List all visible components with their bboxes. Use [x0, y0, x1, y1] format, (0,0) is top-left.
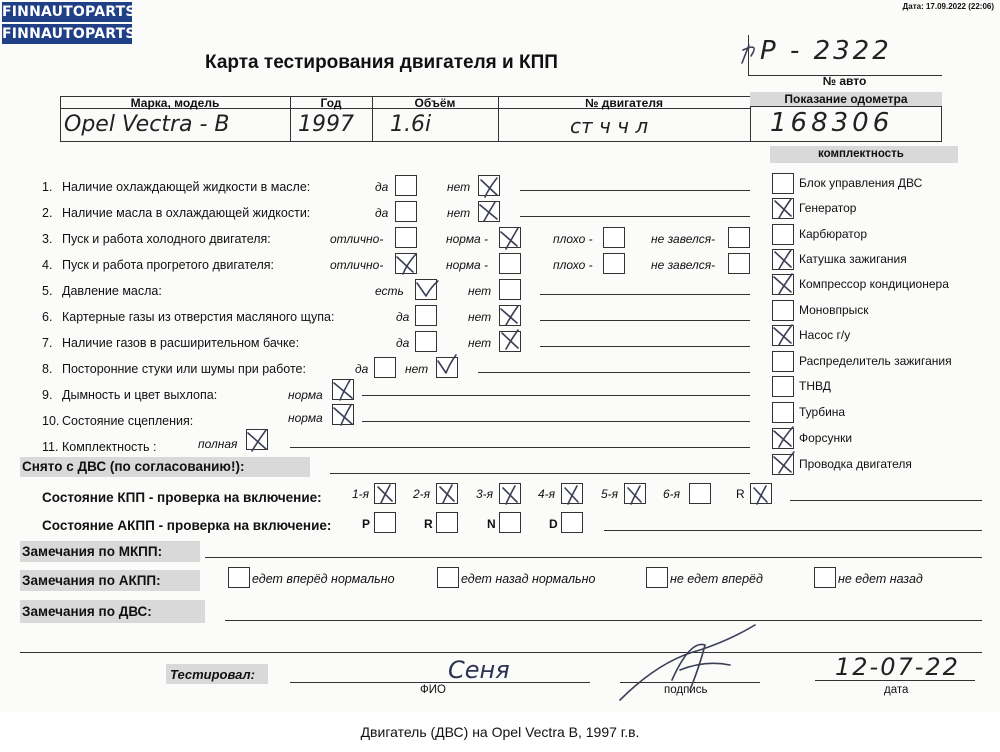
car-number-label: № авто [822, 74, 867, 88]
tick-mark [502, 330, 518, 349]
tick-mark [774, 274, 792, 294]
removed-label: Снято с ДВС (по согласованию!): [22, 459, 245, 474]
tick-mark [501, 306, 518, 325]
col-year: Год [320, 96, 342, 110]
check-label: Пуск и работа холодного двигателя: [62, 232, 271, 246]
fio-label: ФИО [420, 684, 446, 696]
check-label: Картерные газы из отверстия масляного щупа: [62, 310, 335, 324]
tick-mark [417, 281, 438, 296]
tick-mark [565, 486, 578, 504]
signature-label: подпись [664, 684, 708, 696]
remarks-akpp: Замечания по АКПП: [22, 573, 161, 588]
check-label: Дымность и цвет выхлопа: [62, 388, 218, 402]
tick-mark [775, 199, 791, 218]
tick-mark [397, 254, 416, 274]
completeness-title: комплектность [818, 148, 904, 160]
check-label: Комплектность : [62, 440, 157, 454]
tick-mark [774, 325, 792, 345]
tick-mark [334, 380, 352, 400]
tick-mark [628, 486, 641, 504]
kpp-label: Состояние КПП - проверка на включение: [42, 490, 322, 505]
date-label: дата [884, 684, 909, 696]
signature-stroke [620, 625, 755, 700]
date-value: 12-07-22 [835, 653, 960, 681]
make-value: Opel Vectra - B [64, 112, 230, 137]
tick-mark [440, 485, 454, 503]
tick-mark [378, 485, 392, 503]
tick-mark [438, 355, 456, 373]
akpp-label: Состояние АКПП - проверка на включение: [42, 518, 332, 533]
col-volume: Объём [414, 96, 456, 110]
year-value: 1997 [298, 112, 354, 137]
col-engine-no: № двигателя [585, 96, 663, 110]
tick-mark [248, 430, 266, 451]
car-number-value: P - 2322 [760, 36, 892, 66]
remarks-dvs: Замечания по ДВС: [22, 604, 152, 619]
col-make: Марка, модель [130, 96, 220, 110]
test-card-sheet: FINNAUTOPARTS FINNAUTOPARTS Дата: 17.09.2022 (22:06) Карта тестирования двигателя и КПП P - 2322 № авто Марка, модель Год Объём № двигателя Показание одометра Opel Vectra - B 1997 1.6i ст ч ч л 168306 комплектность 1. Наличие охлаждающей жидкости в масле: да нет 2. Наличие масла в охлаждающей жидкости: да нет 3. Пуск и работа холодного двигателя: отлично- норма - плохо - не завелся- 4. Пуск и работа прогретого двигателя: отлично- норма - плохо - не завелся- 5. Давление масла: есть нет 6. Картерные газы из отверстия масляного щупа: да нет 7. Наличие газов в расширительном бачке: да нет 8. Посторонние стуки или шумы при работе: да нет 9. Дымность и цвет выхлопа: норма 10. Состояние сцепления: норма 11. Комплектность : полная Блок управления ДВС Генератор Карбюратор Катушка зажигания Компрессор кондиционера Моновпрыск Насос г/у Распределитель зажигания ТНВД Турбина Форсунки Проводка двигателя Снято с ДВС (по согласованию!): Состояние КПП - проверка на включение: 1-я 2-я 3-я 4-я 5-я 6-я R Состояние АКПП - проверка на включение: P R N D Замечания по МКПП: Замечания по АКПП: едет вперёд нормально едет назад нормально не едет вперёд не едет назад Замечания по ДВС: Тестировал: Сеня ФИО подпись 12-07-22 дата [0, 0, 1000, 712]
tick-mark [754, 486, 767, 504]
check-label: Давление масла: [62, 284, 162, 298]
brand-logo-2: FINNAUTOPARTS [2, 26, 136, 42]
form-title: Карта тестирования двигателя и КПП [205, 52, 558, 73]
tick-mark [774, 452, 794, 473]
tick-mark [503, 486, 517, 504]
check-label: Наличие охлаждающей жидкости в масле: [62, 180, 311, 194]
tester-name: Сеня [448, 656, 510, 684]
check-label: Наличие масла в охлаждающей жидкости: [62, 206, 311, 220]
image-caption: Двигатель (ДВС) на Opel Vectra B, 1997 г.в. [0, 712, 1000, 750]
odometer-value: 168306 [770, 108, 894, 138]
tick-mark [480, 202, 497, 221]
tick-mark [481, 178, 497, 197]
tested-by-label: Тестировал: [170, 667, 255, 682]
tick-mark [334, 405, 352, 425]
engine-no-value: ст ч ч л [570, 114, 649, 138]
check-label: Пуск и работа прогретого двигателя: [62, 258, 274, 272]
brand-logo: FINNAUTOPARTS [2, 4, 136, 20]
car-number-stroke [742, 45, 754, 63]
check-label: Посторонние стуки или шумы при работе: [62, 362, 306, 376]
col-odometer: Показание одометра [784, 92, 908, 106]
timestamp: Дата: 17.09.2022 (22:06) [902, 2, 994, 11]
volume-value: 1.6i [390, 112, 432, 137]
check-label: Состояние сцепления: [62, 414, 194, 428]
remarks-mkpp: Замечания по МКПП: [22, 544, 163, 559]
tick-mark [774, 427, 793, 447]
tick-mark [775, 250, 791, 269]
check-label: Наличие газов в расширительном бачке: [62, 336, 300, 350]
tick-mark [501, 228, 518, 249]
